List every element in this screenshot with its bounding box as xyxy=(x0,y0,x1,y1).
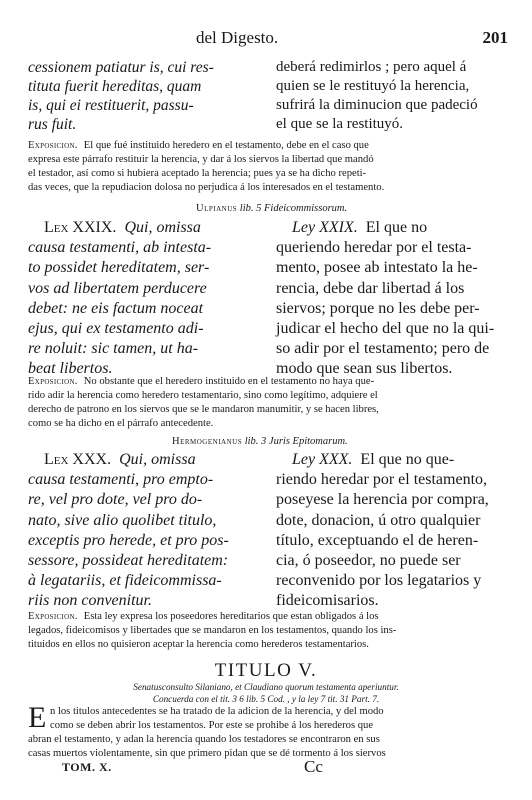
source-author: Ulpianus xyxy=(196,203,238,214)
exposition-line: Esta ley expresa los poseedores hereditarios que estan obligados á los xyxy=(83,611,379,622)
latin-line: Qui, omissa xyxy=(119,451,196,468)
title-rubric: Senatusconsulto Silaniano, et Claudiano quorum testamenta aperiuntur. xyxy=(133,682,399,692)
exposition-line: No obstante que el heredero instituido en el testamento no haya que- xyxy=(83,376,375,387)
page-number: 201 xyxy=(482,28,508,47)
spanish-line: queriendo heredar por el testa- xyxy=(276,239,472,257)
title-heading: TITULO V. xyxy=(214,660,318,681)
exposition-law30 xyxy=(28,610,508,652)
spanish-law-heading: Ley XXIX. xyxy=(292,219,358,236)
spanish-line: sufrirá la diminucion que padeció xyxy=(276,97,478,113)
body-line: abran el testamento, y adan la herencia quando los testadores se encontraron en sus xyxy=(28,734,380,745)
page-footer xyxy=(0,757,532,780)
exposition-line: das veces, que la repudiacion dolosa no perjudica á los interesados en el testamento. xyxy=(28,182,385,193)
spanish-line: deberá redimirlos ; pero aquel á xyxy=(276,59,467,75)
latin-line: tituta fuerit hereditas, quam xyxy=(28,78,202,95)
top-latin-column xyxy=(28,58,252,134)
body-line: casas muertos violentamente, sin que primero pidan que se dé tormento á los siervos xyxy=(28,748,386,759)
exposition-line: derecho de patrono en los siervos que se le mandaron manumitir, y se hacen libres, xyxy=(28,404,379,415)
spanish-line: poseyese la herencia por compra, xyxy=(276,491,489,509)
exposition-line: expresa este párrafo restituir la herencia, y dar á los siervos la libertad que mandó xyxy=(28,154,374,165)
latin-line: cessionem patiatur is, cui res- xyxy=(28,59,214,76)
source-reference: lib. 5 Fideicommissorum. xyxy=(239,203,348,214)
spanish-line: reconvenido por los legatarios y xyxy=(276,572,482,590)
spanish-line: siervos; porque no les debe per- xyxy=(276,299,480,317)
spanish-line: título, exceptuando el de heren- xyxy=(276,531,479,549)
spanish-line: judicar el hecho del que no la qui- xyxy=(276,320,495,338)
latin-line: rus fuit. xyxy=(28,116,77,133)
spanish-line: el que se la restituyó. xyxy=(276,116,404,132)
exposition-top xyxy=(28,139,508,195)
law30-spanish-column xyxy=(276,450,508,612)
exposition-line: el testador, así como si hubiera aceptado la herencia; pues ya se ha dicho repeti- xyxy=(28,168,367,179)
running-title: del Digesto. xyxy=(196,28,279,47)
exposition-label: Exposicion. xyxy=(28,376,78,387)
volume-mark: TOM. X. xyxy=(62,760,112,774)
latin-law-heading: Lex XXIX. xyxy=(44,219,117,236)
exposition-label: Exposicion. xyxy=(28,140,78,151)
source-author: Hermogenianus xyxy=(172,436,243,447)
source-reference: lib. 3 Juris Epitomarum. xyxy=(244,436,348,447)
spanish-line: so adir por el testamento; pero de xyxy=(276,340,490,358)
latin-line: to possidet hereditatem, ser- xyxy=(28,259,210,277)
spanish-line: cia, ó poseedor, no puede ser xyxy=(276,552,461,570)
exposition-label: Exposicion. xyxy=(28,611,78,622)
top-spanish-column xyxy=(276,58,508,134)
latin-line: exceptis pro herede, et pro pos- xyxy=(28,531,229,549)
latin-line: debet: ne eis factum noceat xyxy=(28,299,204,317)
latin-line: causa testamenti, ab intesta- xyxy=(28,239,212,257)
spanish-line: rencia, debe dar libertad á los xyxy=(276,279,465,297)
latin-line: re, vel pro dote, vel pro do- xyxy=(28,491,203,509)
running-header xyxy=(0,28,532,54)
signature-mark: Cc xyxy=(304,757,323,776)
latin-line: riis non convenitur. xyxy=(28,592,152,610)
law30-latin-column xyxy=(28,450,260,612)
spanish-line: El que no xyxy=(365,219,428,236)
latin-line: à legatariis, et fideicommissa- xyxy=(28,572,222,590)
exposition-line: como se ha dicho en el párrafo antecedente. xyxy=(28,418,214,429)
latin-line: Qui, omissa xyxy=(124,219,201,236)
latin-line: vos ad libertatem perducere xyxy=(28,279,207,297)
latin-line: re noluit: sic tamen, ut ha- xyxy=(28,340,199,358)
exposition-line: El que fué instituido heredero en el testamento, debe en el caso que xyxy=(83,140,369,151)
latin-line: ejus, qui ex testamento adi- xyxy=(28,320,204,338)
body-line: como se deben abrir los testamentos. Por este se prohibe á los herederos que xyxy=(50,720,374,731)
latin-line: sessore, possideat hereditatem: xyxy=(28,552,229,570)
spanish-line: quien se le restituyó la herencia, xyxy=(276,78,470,94)
spanish-line: fideicomisarios. xyxy=(276,592,379,610)
exposition-line: rido adir la herencia como heredero testamentario, sino como legítimo, adquiere el xyxy=(28,390,378,401)
source-citation-ulpianus xyxy=(196,203,347,214)
latin-line: is, qui ei restituerit, passu- xyxy=(28,97,194,114)
spanish-line: El que no que- xyxy=(360,451,455,468)
exposition-line: tituidos en ellos no quisieron aceptar la herencia como herederos testamentarios. xyxy=(28,639,369,650)
law29-latin-column xyxy=(28,218,260,380)
exposition-law29 xyxy=(28,375,508,431)
spanish-line: riendo heredar por el testamento, xyxy=(276,471,488,489)
body-line: n los titulos antecedentes se ha tratado de la adicion de la herencia, y del modo xyxy=(50,706,384,717)
latin-line: beat libertos. xyxy=(28,360,113,378)
latin-line: causa testamenti, pro empto- xyxy=(28,471,214,489)
drop-cap: E xyxy=(28,701,47,734)
exposition-line: legados, fideicomisos y libertades que se mandaron en los testamentos, quando los ins- xyxy=(28,625,397,636)
concordance-note: Concuerda con el tit. 3 6 lib. 5 Cod. , y la ley 7 tit. 31 Part. 7. xyxy=(152,694,380,704)
spanish-law-heading: Ley XXX. xyxy=(292,451,353,468)
title-body-text xyxy=(28,701,508,761)
spanish-line: modo que sean sus libertos. xyxy=(276,360,453,378)
source-citation-hermogenianus xyxy=(172,436,348,447)
law29-spanish-column xyxy=(276,218,508,380)
spanish-line: dote, donacion, ú otro qualquier xyxy=(276,511,481,529)
latin-law-heading: Lex XXX. xyxy=(44,451,112,468)
spanish-line: mento, posee ab intestato la he- xyxy=(276,259,478,277)
latin-line: nato, sive alio quolibet titulo, xyxy=(28,511,217,529)
